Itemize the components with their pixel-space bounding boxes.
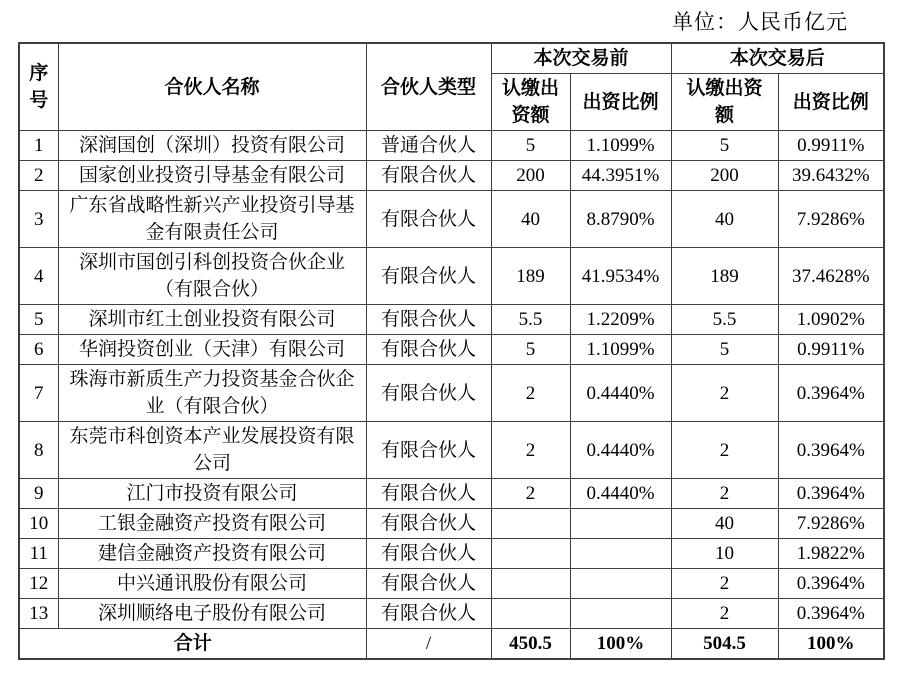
partner-type-cell: 有限合伙人: [366, 305, 491, 335]
before-amount-cell: [491, 509, 570, 539]
partner-name-cell: 建信金融资产投资有限公司: [58, 539, 366, 569]
col-header-type: 合伙人类型: [366, 43, 491, 131]
table-row: [19, 479, 884, 509]
after-amount-cell: 2: [671, 479, 778, 509]
after-ratio-cell: 0.3964%: [778, 422, 884, 479]
after-amount-cell: 40: [671, 191, 778, 248]
after-ratio-cell: 7.9286%: [778, 191, 884, 248]
total-before-ratio-cell: 100%: [570, 629, 671, 660]
after-ratio-cell: 37.4628%: [778, 248, 884, 305]
table-row: [19, 161, 884, 191]
after-ratio-cell: 1.9822%: [778, 539, 884, 569]
row-no-cell: 7: [19, 365, 58, 422]
before-ratio-cell: 0.4440%: [570, 422, 671, 479]
before-amount-cell: [491, 539, 570, 569]
row-no-cell: 11: [19, 539, 58, 569]
row-no-cell: 3: [19, 191, 58, 248]
partner-name-cell: 深圳顺络电子股份有限公司: [58, 599, 366, 629]
total-type-cell: /: [366, 629, 491, 660]
partner-name-cell: 中兴通讯股份有限公司: [58, 569, 366, 599]
row-no-cell: 12: [19, 569, 58, 599]
before-ratio-cell: [570, 599, 671, 629]
after-amount-cell: 2: [671, 569, 778, 599]
partner-type-cell: 有限合伙人: [366, 335, 491, 365]
col-header-after-amount: 认缴出资额: [671, 74, 778, 131]
group-header-before: 本次交易前: [491, 43, 671, 74]
unit-label: 单位：人民币亿元: [672, 10, 848, 34]
table-row: [19, 569, 884, 599]
total-label-cell: 合计: [19, 629, 366, 660]
table-row: [19, 335, 884, 365]
partner-type-cell: 有限合伙人: [366, 479, 491, 509]
row-no-cell: 13: [19, 599, 58, 629]
table-row: [19, 248, 884, 305]
partner-type-cell: 有限合伙人: [366, 509, 491, 539]
partner-name-cell: 国家创业投资引导基金有限公司: [58, 161, 366, 191]
before-ratio-cell: [570, 569, 671, 599]
after-ratio-cell: 0.3964%: [778, 569, 884, 599]
before-amount-cell: 5: [491, 131, 570, 161]
after-amount-cell: 5.5: [671, 305, 778, 335]
row-no-cell: 10: [19, 509, 58, 539]
total-after-amount-cell: 504.5: [671, 629, 778, 660]
partner-name-cell: 东莞市科创资本产业发展投资有限公司: [58, 422, 366, 479]
total-before-amount-cell: 450.5: [491, 629, 570, 660]
before-ratio-cell: [570, 539, 671, 569]
after-amount-cell: 189: [671, 248, 778, 305]
after-amount-cell: 2: [671, 599, 778, 629]
before-amount-cell: 5.5: [491, 305, 570, 335]
after-amount-cell: 2: [671, 365, 778, 422]
col-header-no: 序号: [19, 43, 58, 131]
before-amount-cell: [491, 599, 570, 629]
partner-name-cell: 华润投资创业（天津）有限公司: [58, 335, 366, 365]
table-footer: [19, 629, 884, 660]
before-amount-cell: 189: [491, 248, 570, 305]
row-no-cell: 2: [19, 161, 58, 191]
partner-name-cell: 江门市投资有限公司: [58, 479, 366, 509]
before-amount-cell: 40: [491, 191, 570, 248]
partner-name-cell: 深圳市红土创业投资有限公司: [58, 305, 366, 335]
table-row: [19, 305, 884, 335]
after-ratio-cell: 0.3964%: [778, 599, 884, 629]
before-ratio-cell: 1.1099%: [570, 131, 671, 161]
after-ratio-cell: 7.9286%: [778, 509, 884, 539]
after-amount-cell: 200: [671, 161, 778, 191]
before-amount-cell: 2: [491, 422, 570, 479]
before-amount-cell: 2: [491, 365, 570, 422]
after-ratio-cell: 0.3964%: [778, 479, 884, 509]
partner-type-cell: 有限合伙人: [366, 422, 491, 479]
table-row: [19, 191, 884, 248]
before-amount-cell: [491, 569, 570, 599]
partner-type-cell: 有限合伙人: [366, 248, 491, 305]
after-amount-cell: 40: [671, 509, 778, 539]
before-ratio-cell: 44.3951%: [570, 161, 671, 191]
header-row-groups: [19, 43, 884, 74]
row-no-cell: 1: [19, 131, 58, 161]
after-ratio-cell: 1.0902%: [778, 305, 884, 335]
after-amount-cell: 5: [671, 131, 778, 161]
partner-type-cell: 有限合伙人: [366, 161, 491, 191]
after-amount-cell: 2: [671, 422, 778, 479]
partners-table: [18, 42, 885, 660]
row-no-cell: 6: [19, 335, 58, 365]
after-ratio-cell: 39.6432%: [778, 161, 884, 191]
after-amount-cell: 5: [671, 335, 778, 365]
after-ratio-cell: 0.3964%: [778, 365, 884, 422]
table-row: [19, 422, 884, 479]
partner-type-cell: 有限合伙人: [366, 569, 491, 599]
partner-name-cell: 工银金融资产投资有限公司: [58, 509, 366, 539]
before-ratio-cell: 0.4440%: [570, 479, 671, 509]
table-row: [19, 599, 884, 629]
col-header-name: 合伙人名称: [58, 43, 366, 131]
col-header-before-ratio: 出资比例: [570, 74, 671, 131]
col-header-before-amount: 认缴出资额: [491, 74, 570, 131]
before-ratio-cell: 0.4440%: [570, 365, 671, 422]
table-row: [19, 509, 884, 539]
row-no-cell: 8: [19, 422, 58, 479]
partner-type-cell: 普通合伙人: [366, 131, 491, 161]
table-row: [19, 131, 884, 161]
table-body: [19, 131, 884, 629]
partner-name-cell: 深圳市国创引科创投资合伙企业（有限合伙）: [58, 248, 366, 305]
table-row: [19, 539, 884, 569]
before-amount-cell: 200: [491, 161, 570, 191]
after-ratio-cell: 0.9911%: [778, 131, 884, 161]
row-no-cell: 5: [19, 305, 58, 335]
after-amount-cell: 10: [671, 539, 778, 569]
total-row: [19, 629, 884, 660]
partner-name-cell: 广东省战略性新兴产业投资引导基金有限责任公司: [58, 191, 366, 248]
table-row: [19, 365, 884, 422]
before-ratio-cell: 1.1099%: [570, 335, 671, 365]
partner-type-cell: 有限合伙人: [366, 599, 491, 629]
before-amount-cell: 5: [491, 335, 570, 365]
row-no-cell: 9: [19, 479, 58, 509]
table-header: [19, 43, 884, 131]
partner-type-cell: 有限合伙人: [366, 539, 491, 569]
partner-name-cell: 深润国创（深圳）投资有限公司: [58, 131, 366, 161]
before-amount-cell: 2: [491, 479, 570, 509]
group-header-after: 本次交易后: [671, 43, 884, 74]
before-ratio-cell: [570, 509, 671, 539]
col-header-after-ratio: 出资比例: [778, 74, 884, 131]
row-no-cell: 4: [19, 248, 58, 305]
partner-type-cell: 有限合伙人: [366, 191, 491, 248]
partner-name-cell: 珠海市新质生产力投资基金合伙企业（有限合伙）: [58, 365, 366, 422]
partner-type-cell: 有限合伙人: [366, 365, 491, 422]
before-ratio-cell: 1.2209%: [570, 305, 671, 335]
total-after-ratio-cell: 100%: [778, 629, 884, 660]
before-ratio-cell: 41.9534%: [570, 248, 671, 305]
before-ratio-cell: 8.8790%: [570, 191, 671, 248]
after-ratio-cell: 0.9911%: [778, 335, 884, 365]
